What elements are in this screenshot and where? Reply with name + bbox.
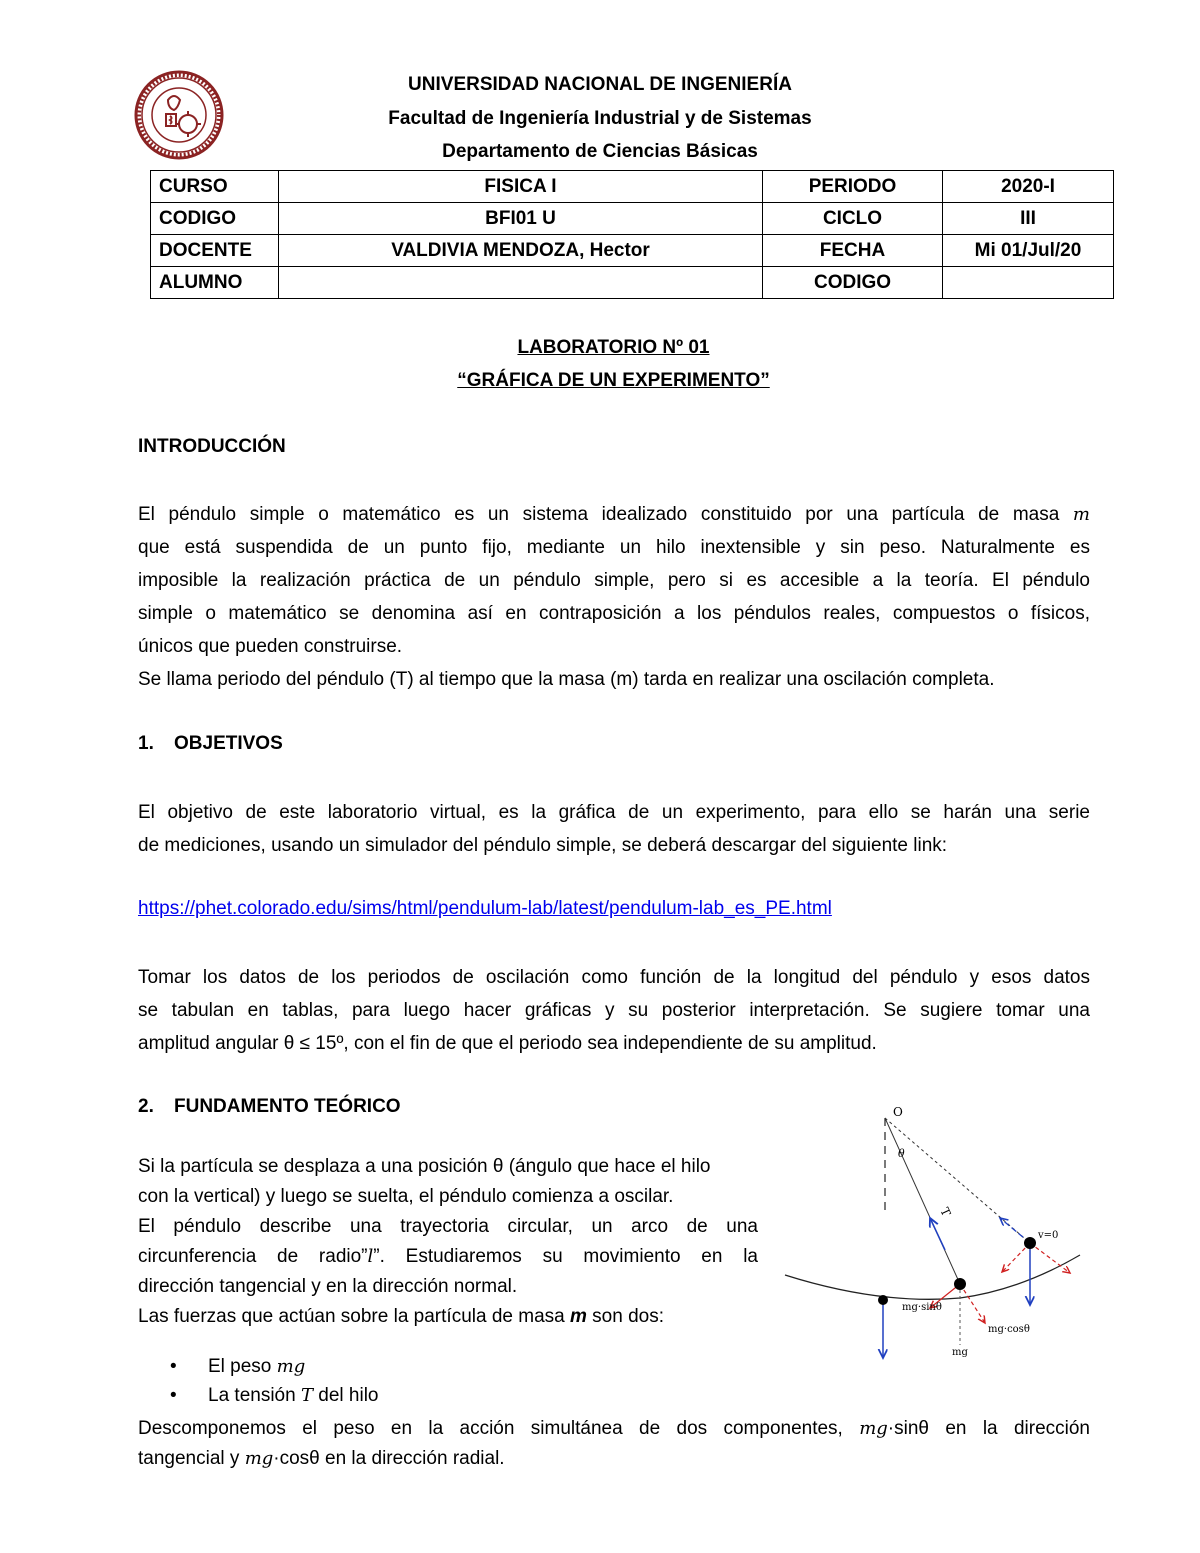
variable-mg: mg [276,1356,306,1377]
table-cell: CODIGO [151,203,279,235]
label-mg-cos: mg·cosθ [988,1324,1030,1335]
table-cell: VALDIVIA MENDOZA, Hector [279,235,763,267]
bullet-icon: • [170,1385,177,1406]
table-row [151,235,1114,267]
pendulum-string [885,1118,960,1284]
text-span: ·sinθ en la dirección [887,1418,1090,1439]
label-v0: v=0 [1038,1230,1059,1241]
text-span: son dos: [592,1306,664,1327]
variable-mg: mg [859,1418,888,1439]
tension-vector [930,1218,945,1250]
intro-heading: INTRODUCCIÓN [138,436,286,457]
table-cell: FECHA [763,235,943,267]
variable-m: m [569,1306,587,1327]
text-line: Tomar los datos de los periodos de oscilación como función de la longitud del péndulo y esos datos [138,967,1090,988]
text-line: simple o matemático se denomina así en contraposición a los péndulos reales, compuestos o físicos, [138,603,1090,624]
table-cell: CODIGO [763,267,943,299]
table-row [151,267,1114,299]
arc-trajectory [785,1255,1080,1299]
text-line [138,1302,758,1332]
lab-title: LABORATORIO Nº 01 [517,337,710,358]
pendulum-diagram [780,1100,1100,1370]
table-row [151,171,1114,203]
lab-subtitle: “GRÁFICA DE UN EXPERIMENTO” [457,370,770,391]
variable-m: m [1072,504,1090,525]
label-mg: mg [952,1347,968,1358]
label-o: O [893,1105,903,1119]
text-line: con la vertical) y luego se suelta, el péndulo comienza a oscilar. [138,1186,674,1207]
text-line: se tabulan en tablas, para luego hacer gráficas y su posterior interpretación. Se sugiere tomar una [138,1000,1090,1021]
theory-heading [138,1096,401,1118]
table-row [151,203,1114,235]
text-span: Las fuerzas que actúan sobre la partícula de masa [138,1306,565,1327]
text-line: que está suspendida de un punto fijo, mediante un hilo inextensible y sin peso. Naturalmente es [138,537,1090,558]
text-span: tangencial y [138,1448,240,1469]
text-line: amplitud angular θ ≤ 15º, con el fin de que el periodo sea independiente de su amplitud. [138,1033,877,1054]
table-cell: CICLO [763,203,943,235]
text-line: El objetivo de este laboratorio virtual, es la gráfica de un experimento, para ello se harán una serie [138,802,1090,823]
faculty-name: Facultad de Ingeniería Industrial y de Sistemas [388,108,812,129]
text-line [138,1242,758,1272]
variable-l: l [367,1246,374,1267]
objectives-paragraph-2 [138,961,1090,1060]
table-cell: BFI01 U [279,203,763,235]
text-span: El peso [208,1356,272,1377]
text-span: El péndulo simple o matemático es un sistema idealizado constituido por una partícula de masa [138,504,1060,525]
final-paragraph [138,1414,1090,1474]
table-cell: CURSO [151,171,279,203]
list-item [170,1385,378,1407]
table-cell: 2020-I [943,171,1114,203]
table-cell: PERIODO [763,171,943,203]
text-line [138,498,1090,531]
section-title: FUNDAMENTO TEÓRICO [174,1096,401,1117]
text-line: dirección tangencial y en la dirección normal. [138,1276,518,1297]
table-cell: Mi 01/Jul/20 [943,235,1114,267]
theory-paragraph [138,1152,758,1332]
text-line: El péndulo describe una trayectoria circular, un arco de una [138,1216,758,1237]
mg-cos-vector [960,1284,985,1323]
text-line: Si la partícula se desplaza a una posición θ (ángulo que hace el hilo [138,1156,711,1177]
student-name-cell[interactable] [279,267,763,299]
department-name: Departamento de Ciencias Básicas [442,141,758,162]
text-line: únicos que pueden construirse. [138,636,403,657]
university-name: UNIVERSIDAD NACIONAL DE INGENIERÍA [408,74,792,95]
section-title: OBJETIVOS [174,733,283,754]
variable-t: T [300,1385,313,1406]
objectives-paragraph [138,796,1090,862]
text-line: imposible la realización práctica de un péndulo simple, pero si es accesible a la teoría. El péndulo [138,570,1090,591]
intro-paragraph [138,498,1090,696]
label-theta: θ [898,1147,905,1160]
list-item [170,1356,305,1378]
text-line [138,1444,1090,1474]
mass-bob [954,1278,966,1290]
text-span: Descomponemos el peso en la acción simultánea de dos componentes, [138,1418,843,1439]
text-span: ”. Estudiaremos su movimiento en la [373,1246,758,1267]
table-cell: ALUMNO [151,267,279,299]
text-line: de mediciones, usando un simulador del péndulo simple, se deberá descargar del siguiente link: [138,835,948,856]
bullet-icon: • [170,1356,177,1377]
label-tension: T [937,1205,954,1219]
section-number: 2. [138,1096,154,1117]
label-mg-sin: mg·sinθ [902,1302,942,1313]
component-vector [1030,1243,1070,1273]
text-span: La tensión [208,1385,296,1406]
component-vector [1002,1243,1030,1272]
text-span: ·cosθ en la dirección radial. [273,1448,505,1469]
table-cell: FISICA I [279,171,763,203]
text-line: Se llama periodo del péndulo (T) al tiempo que la masa (m) tarda en realizar una oscilación completa. [138,669,995,690]
variable-mg: mg [244,1448,274,1469]
section-number: 1. [138,733,154,754]
mass-extreme [1024,1237,1036,1249]
table-cell: DOCENTE [151,235,279,267]
course-info-table [150,170,1114,299]
mass-equilibrium [878,1295,888,1305]
table-cell: III [943,203,1114,235]
objectives-heading [138,733,283,755]
phet-simulator-link[interactable]: https://phet.colorado.edu/sims/html/pendulum-lab/latest/pendulum-lab_es_PE.html [138,898,832,919]
text-span: circunferencia de radio” [138,1246,368,1267]
text-span: del hilo [318,1385,379,1406]
text-line [138,1414,1090,1444]
student-code-cell[interactable] [943,267,1114,299]
